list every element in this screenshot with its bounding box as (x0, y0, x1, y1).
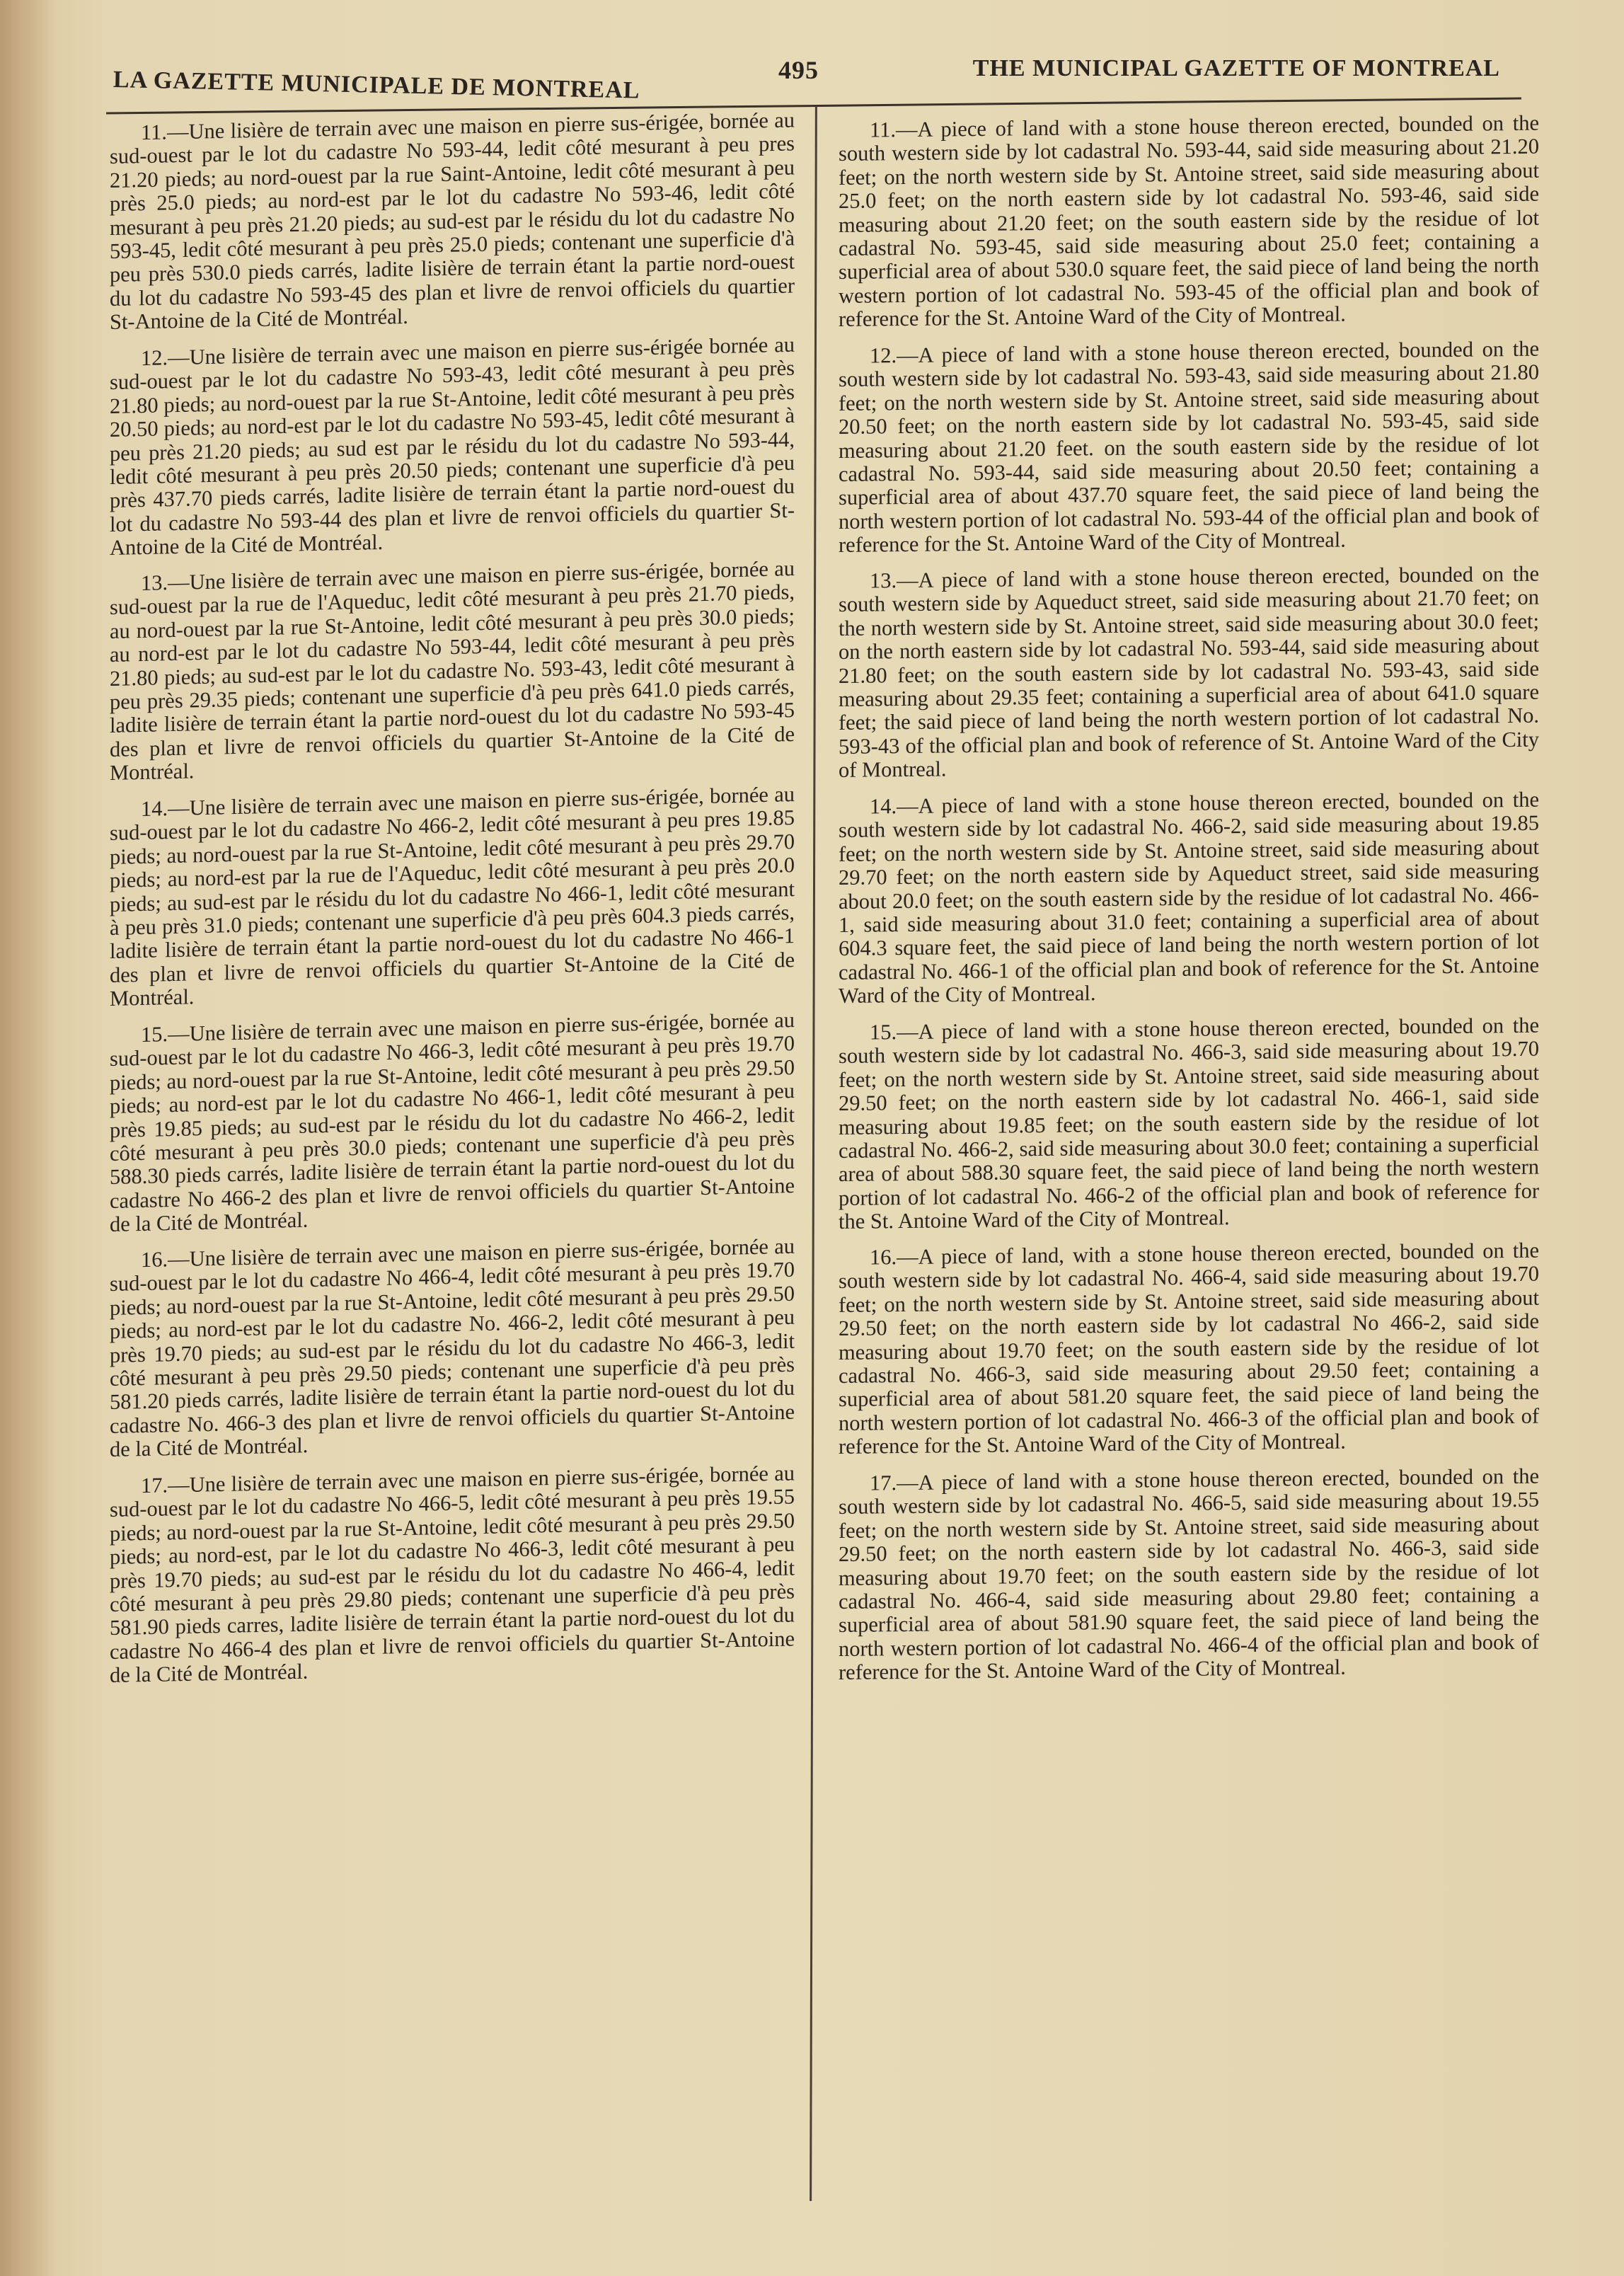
page-spine-shadow (0, 0, 57, 2276)
french-paragraph-13: 13.—Une lisière de terrain avec une maison en pierre sus-érigée, bornée au sud-ouest par la rue de l'Aqueduc, ledit côté mesurant à peu près 21.70 pieds, au nord-ouest par la rue St-Antoine, ledit côté mesurant à peu près 30.0 pieds; au nord-est par le lot du cadastre No 593-44, ledit côté mesurant à peu près 21.80 pieds; au sud-est par le lot du cadastre No. 593-43, ledit côté mesurant à peu près 29.35 pieds; contenant une superficie d'à peu près 641.0 pieds carrés, ladite lisière de terrain étant la partie nord-ouest du lot du cadastre No 593-45 des plan et livre de renvoi officiels du quartier St-Antoine de la Cité de Montréal. (110, 556, 795, 786)
english-column (839, 110, 1539, 1698)
page-number: 495 (778, 56, 819, 84)
english-paragraph-13: 13.—A piece of land with a stone house thereon erected, bounded on the south western side by Aqueduct street, said side measuring about 21.70 feet; on the north western side by St. Antoine street, said side measuring about 30.0 feet; on the north eastern side by lot cadastral No. 593-44, said side measuring about 21.80 feet; on the south eastern side by lot cadastral No. 593-43, said side measuring about 29.35 feet; containing a superficial area of about 641.0 square feet; the said piece of land being the north western portion of lot cadastral No. 593-43 of the official plan and book of reference of St. Antoine Ward of the City of Montreal. (839, 561, 1539, 783)
english-paragraph-14: 14.—A piece of land with a stone house thereon erected, bounded on the south western side by lot cadastral No. 466-2, said side measuring about 19.85 feet; on the north western side by St. Antoine street, said side measuring about 29.70 feet; on the north eastern side by Aqueduct street, said side measuring about 20.0 feet; on the south eastern side by the residue of lot cadastral No. 466-1, said side measuring about 31.0 feet; containing a superficial area of about 604.3 square feet, the said piece of land being the north western portion of lot cadastral No. 466-1 of the official plan and book of reference for the St. Antoine Ward of the City of Montreal. (839, 787, 1539, 1008)
french-paragraph-14: 14.—Une lisière de terrain avec une maison en pierre sus-érigée, bornée au sud-ouest par le lot du cadastre No 466-2, ledit côté mesurant à peu pres 19.85 pieds; au nord-ouest par la rue St-Antoine, ledit côté mesurant à peu près 29.70 pieds; au nord-est par la rue de l'Aqueduc, ledit côté mesurant à peu près 20.0 pieds; au sud-est par le résidu du lot du cadastre No 466-1, ledit côté mesurant à peu près 31.0 pieds; contenant une superficie d'à peu près 604.3 pieds carrés, ladite lisière de terrain étant la partie nord-ouest du lot du cadastre No 466-1 des plan et livre de renvoi officiels du quartier St-Antoine de la Cité de Montréal. (110, 782, 795, 1011)
french-paragraph-16: 16.—Une lisière de terrain avec une maison en pierre sus-érigée, bornée au sud-ouest par le lot du cadastre No 466-4, ledit côté mesurant à peu près 19.70 pieds; au nord-ouest par la rue St-Antoine, ledit côté mesurant à peu près 29.50 pieds; au nord-est par le lot du cadastre No. 466-2, ledit côté mesurant à peu près 19.70 pieds; au sud-est par le résidu du lot du cadastre No 466-3, ledit côté mesurant à peu près 29.50 pieds; contenant une superficie d'à peu près 581.20 pieds carrés, ladite lisière de terrain étant la partie nord-ouest du lot du cadastre No. 466-3 des plan et livre de renvoi officiels du quartier St-Antoine de la Cité de Montréal. (110, 1234, 795, 1462)
header-rule (106, 98, 1521, 115)
english-paragraph-12: 12.—A piece of land with a stone house thereon erected, bounded on the south western side by lot cadastral No. 593-43, said side measuring about 21.80 feet; on the north western side by St. Antoine street, said side measuring about 20.50 feet; on the north eastern side by lot cadastral No. 593-45, said side measuring about 21.20 feet. on the south eastern side by the residue of lot cadastral No. 593-44, said side measuring about 20.50 feet; containing a superficial area of about 437.70 square feet, the said piece of land being the north western portion of lot cadastral No. 593-44 of the official plan and book of reference for the St. Antoine Ward of the City of Montreal. (839, 336, 1539, 557)
column-divider (810, 106, 817, 2201)
french-paragraph-12: 12.—Une lisière de terrain avec une maison en pierre sus-érigée bornée au sud-ouest par le lot du cadastre No 593-43, ledit côté mesurant à peu près 21.80 pieds; au nord-ouest par la rue St-Antoine, ledit côté mesurant à peu près 20.50 pieds; au nord-est par le lot du cadastre No 593-45, ledit côté mesurant à peu près 21.20 pieds; au sud est par le résidu du lot du cadastre No 593-44, ledit côté mesurant à peu près 20.50 pieds; contenant une superficie d'à peu près 437.70 pieds carrés, ladite lisière de terrain étant la partie nord-ouest du lot du cadastre No 593-44 des plan et livre de renvoi officiels du quartier St-Antoine de la Cité de Montréal. (110, 332, 795, 560)
running-header (113, 55, 1521, 104)
english-paragraph-15: 15.—A piece of land with a stone house thereon erected, bounded on the south western side by lot cadastral No. 466-3, said side measuring about 19.70 feet; on the north western side by St. Antoine street, said side measuring about 29.50 feet; on the north eastern side by lot cadastral No. 466-1, said side measuring about 19.85 feet; on the south eastern side by the residue of lot cadastral No. 466-2, said side measuring about 30.0 feet; containing a superficial area of about 588.30 square feet, the said piece of land being the north western portion of lot cadastral No. 466-2 of the official plan and book of reference for the St. Antoine Ward of the City of Montreal. (839, 1013, 1539, 1234)
english-paragraph-16: 16.—A piece of land, with a stone house thereon erected, bounded on the south western side by lot cadastral No. 466-4, said side measuring about 19.70 feet; on the north western side by St. Antoine street, said side measuring about 29.50 feet; on the north eastern side by lot cadastral No 466-2, said side measuring about 19.70 feet; on the south eastern side by the residue of lot cadastral No. 466-3, said side measuring about 29.50 feet; containing a superficial area of about 581.20 square feet, the said piece of land being the north western portion of lot cadastral No. 466-3 of the official plan and book of reference for the St. Antoine Ward of the City of Montreal. (839, 1238, 1539, 1459)
english-paragraph-17: 17.—A piece of land with a stone house thereon erected, bounded on the south western side by lot cadastral No. 466-5, said side measuring about 19.55 feet; on the north western side by St. Antoine street, said side measuring about 29.50 feet; on the north eastern side by lot cadastral No. 466-3, said side measuring about 19.70 feet; on the south eastern side by the residue of lot cadastral No. 466-4, said side measuring about 29.80 feet; containing a superficial area of about 581.90 square feet, the said piece of land being the north western portion of lot cadastral No. 466-4 of the official plan and book of reference for the St. Antoine Ward of the City of Montreal. (839, 1464, 1539, 1685)
english-paragraph-11: 11.—A piece of land with a stone house thereon erected, bounded on the south western side by lot cadastral No. 593-44, said side measuring about 21.20 feet; on the north western side by St. Antoine street, said side measuring about 25.0 feet; on the north eastern side by lot cadastral No. 593-46, said side measuring about 21.20 feet; on the south eastern side by the residue of lot cadastral No. 593-45, said side measuring about 25.0 feet; containing a superficial area of about 530.0 square feet, the said piece of land being the north western portion of lot cadastral No. 593-45 of the official plan and book of reference for the St. Antoine Ward of the City of Montreal. (839, 110, 1539, 332)
french-column (110, 108, 795, 1701)
header-french-title: LA GAZETTE MUNICIPALE DE MONTREAL (113, 67, 640, 104)
header-english-title: THE MUNICIPAL GAZETTE OF MONTREAL (972, 55, 1500, 81)
french-paragraph-15: 15.—Une lisière de terrain avec une maison en pierre sus-érigée, bornée au sud-ouest par le lot du cadastre No 466-3, ledit côté mesurant à peu près 19.70 pieds; au nord-ouest par la rue St-Antoine, ledit côté mesurant à peu près 29.50 pieds; au nord-est par le lot du cadastre No 466-1, ledit côté mesurant à peu près 19.85 pieds; au sud-est par le résidu du lot du cadastre No 466-2, ledit côté mesurant à peu près 30.0 pieds; contenant une superficie d'à peu près 588.30 pieds carrés, ladite lisière de terrain étant la partie nord-ouest du lot du cadastre No 466-2 des plan et livre de renvoi officiels du quartier St-Antoine de la Cité de Montréal. (110, 1007, 795, 1236)
french-paragraph-11: 11.—Une lisière de terrain avec une maison en pierre sus-érigée, bornée au sud-ouest par le lot du cadastre No 593-44, ledit côté mesurant à peu pres 21.20 pieds; au nord-ouest par la rue Saint-Antoine, ledit côté mesurant à peu près 25.0 pieds; au nord-est par le lot du cadastre No 593-46, ledit côté mesurant à peu près 21.20 pieds; au sud-est par le résidu du lot du cadastre No 593-45, ledit côté mesurant à peu près 25.0 pieds; contenant une superficie d'à peu près 530.0 pieds carrés, ladite lisière de terrain étant la partie nord-ouest du lot du cadastre No 593-45 des plan et livre de renvoi officiels du quartier St-Antoine de la Cité de Montréal. (110, 108, 795, 335)
french-paragraph-17: 17.—Une lisière de terrain avec une maison en pierre sus-érigée, bornée au sud-ouest par le lot du cadastre No 466-5, ledit côté mesurant à peu près 19.55 pieds; au nord-ouest par la rue St-Antoine, ledit côté mesurant à peu près 29.50 pieds; au nord-est, par le lot du cadastre No 466-3, ledit côté mesurant à peu près 19.70 pieds; au sud-est par le résidu du lot du cadastre No 466-4, ledit côté mesurant à peu près 29.80 pieds; contenant une superficie d'à peu près 581.90 pieds carres, ladite lisière de terrain étant la partie nord-ouest du lot du cadastre No 466-4 des plan et livre de renvoi officiels du quartier St-Antoine de la Cité de Montréal. (110, 1461, 795, 1688)
